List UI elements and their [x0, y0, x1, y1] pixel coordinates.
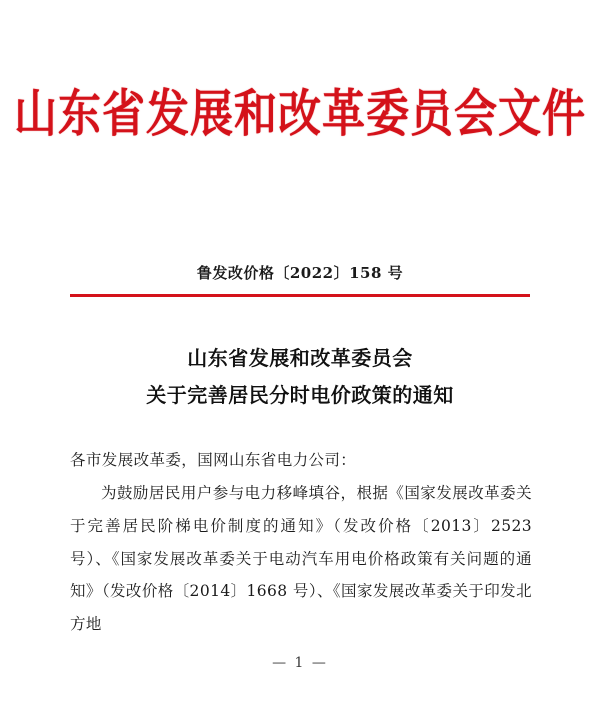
page-number: — 1 —: [272, 655, 328, 671]
masthead: [0, 84, 600, 144]
title-line-2: 关于完善居民分时电价政策的通知: [146, 383, 454, 407]
body-paragraph: 为鼓励居民用户参与电力移峰填谷，根据《国家发展改革委关于完善居民阶梯电价制度的通知》（发改价格〔2013〕2523 号）、《国家发展改革委关于电动汽车用电价格政策有关问题的通知》（发改价格〔2014〕1668 号）、《国家发展改革委关于印发北方地: [70, 483, 532, 634]
document-title: [0, 340, 600, 414]
title-line-1: 山东省发展和改革委员会: [187, 346, 413, 370]
masthead-title: 山东省发展和改革委员会文件: [14, 84, 586, 144]
red-divider-rule: [70, 294, 530, 297]
document-number: 鲁发改价格〔2022〕158 号: [196, 264, 404, 282]
salutation: 各市发展改革委，国网山东省电力公司：: [70, 451, 357, 469]
document-body: [70, 444, 532, 641]
